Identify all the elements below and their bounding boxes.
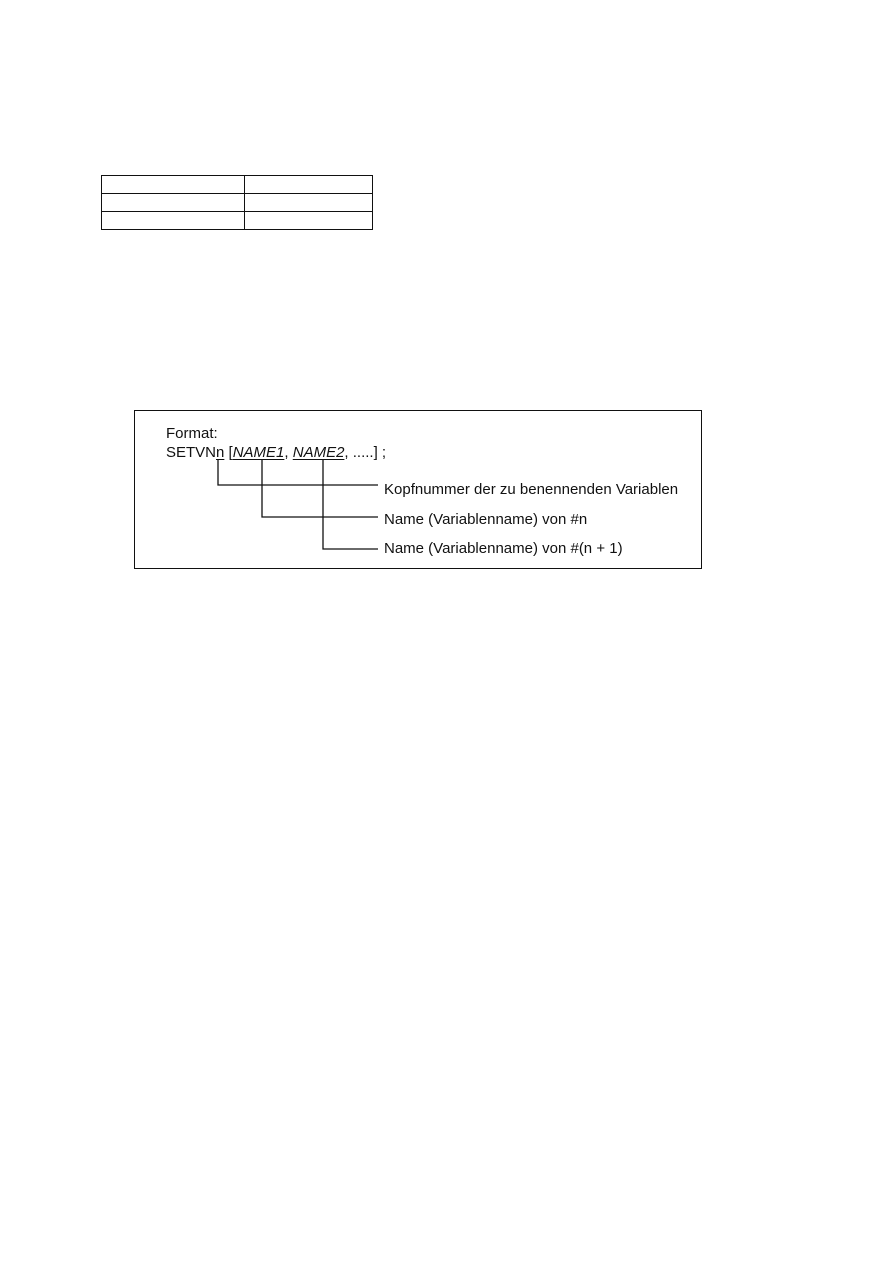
table-cell [245, 194, 373, 212]
format-label: Format: [166, 425, 218, 442]
format-syntax [166, 445, 386, 460]
table-row [102, 194, 373, 212]
open-bracket: [ [224, 444, 233, 461]
table-cell [102, 194, 245, 212]
table-row [102, 212, 373, 230]
command-name: SETVN [166, 444, 217, 461]
empty-table [101, 175, 373, 230]
arg-name2: NAME2 [292, 444, 345, 461]
table-cell [245, 176, 373, 194]
table-cell [102, 176, 245, 194]
separator: , [284, 444, 293, 461]
description-head-number: Kopfnummer der zu benennenden Variablen [384, 481, 679, 498]
table-cell [245, 212, 373, 230]
arg-name1: NAME1 [232, 444, 285, 461]
description-name1: Name (Variablenname) von #n [384, 511, 588, 528]
table-row [102, 176, 373, 194]
table-cell [102, 212, 245, 230]
syntax-tail: , .....] ; [344, 444, 387, 461]
description-name2: Name (Variablenname) von #(n + 1) [384, 540, 623, 557]
param-n: n [216, 444, 225, 461]
